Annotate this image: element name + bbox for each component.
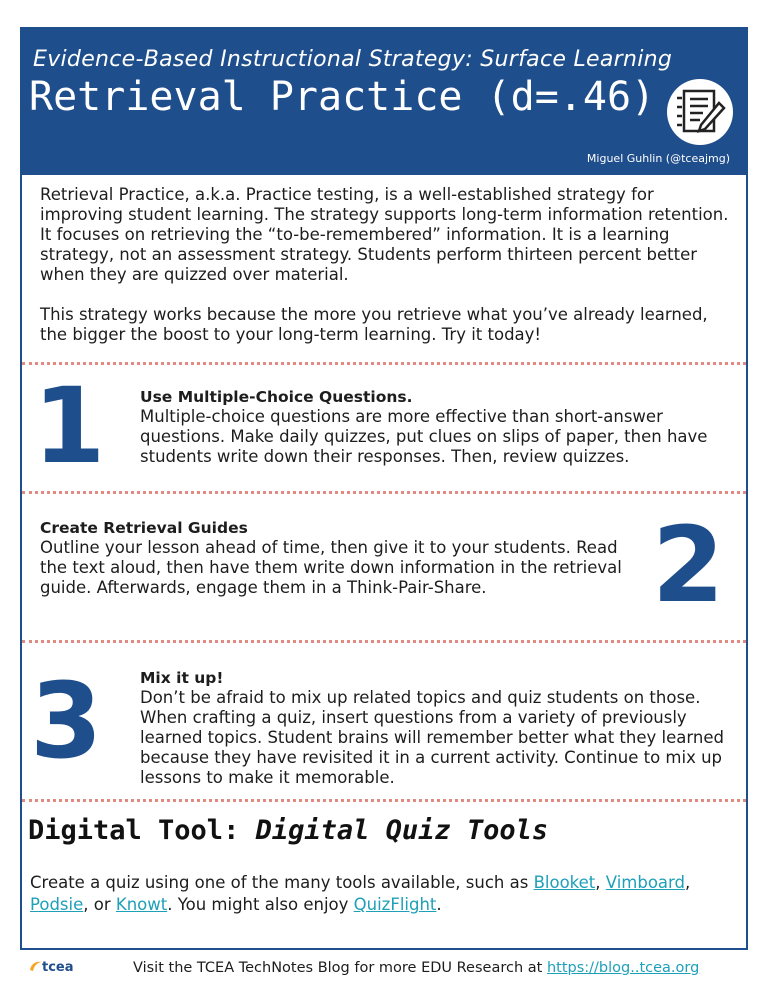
page-title: Retrieval Practice (d=.46)	[29, 74, 656, 120]
author-credit: Miguel Guhlin (@tceajmg)	[586, 152, 730, 165]
digital-tool-text: Create a quiz using one of the many tools available, such as Blooket, Vimboard, Podsie, or Knowt. You might also enjoy QuizFlight.	[30, 873, 691, 914]
link-vimboard[interactable]: Vimboard	[605, 873, 685, 892]
step-2-heading: Create Retrieval Guides	[40, 519, 248, 537]
intro-paragraph-2: This strategy works because the more you retrieve what you’ve already learned, the bigger the boost to your long-term learning. Try it today!	[40, 305, 708, 344]
footer	[0, 955, 768, 983]
intro-paragraph-1: Retrieval Practice, a.k.a. Practice testing, is a well-established strategy for improving student learning. The strategy supports long-term information retention. It focuses on retrieving the “to-be-remembered” information. It is a learning strategy, not an assessment strategy. Students perform thirteen percent better when they are quizzed over material.	[40, 185, 729, 284]
digital-tool-name: Digital Quiz Tools	[255, 815, 549, 846]
divider	[22, 640, 746, 643]
digital-tool-label: Digital Tool:	[28, 815, 240, 846]
checklist-icon	[667, 79, 733, 145]
link-podsie[interactable]: Podsie	[30, 895, 84, 914]
step-3-body: Don’t be afraid to mix up related topics and quiz students on those. When crafting a quiz, insert questions from a variety of previously learned topics. Student brains will remember better what they learned because they have revisited it in a current activity. Continue to mix up lessons to make it memorable.	[140, 688, 724, 787]
step-2	[40, 518, 630, 598]
step-1-heading: Use Multiple-Choice Questions.	[140, 388, 413, 406]
header-subtitle: Evidence-Based Instructional Strategy: Surface Learning	[33, 47, 673, 72]
swoosh-icon	[28, 959, 42, 973]
footer-message: Visit the TCEA TechNotes Blog for more EDU Research at	[133, 960, 543, 976]
tcea-logo[interactable]	[28, 959, 74, 975]
blog-link[interactable]: https://blog..tcea.org	[546, 960, 700, 976]
step-1-body: Multiple-choice questions are more effective than short-answer questions. Make daily quizzes, put clues on slips of paper, then have students write down their responses. Then, review quizzes.	[140, 407, 708, 466]
link-blooket[interactable]: Blooket	[533, 873, 596, 892]
link-knowt[interactable]: Knowt	[115, 895, 168, 914]
divider	[22, 362, 746, 365]
header-banner	[20, 27, 748, 175]
digital-text-intro: Create a quiz using one of the many tools available, such as	[30, 873, 529, 892]
step-1-number: 1	[33, 365, 106, 487]
footer-text	[133, 960, 699, 976]
step-3	[140, 668, 730, 788]
digital-tool-heading	[28, 815, 548, 846]
logo-text: tcea	[42, 960, 74, 975]
digital-text-more: You might also enjoy	[177, 895, 349, 914]
step-3-number: 3	[30, 660, 103, 782]
divider	[22, 799, 746, 802]
step-2-body: Outline your lesson ahead of time, then give it to your students. Read the text aloud, then have them write down information in the retrieval guide. Afterwards, engage them in a Think-Pair-Share.	[40, 538, 622, 597]
divider	[22, 491, 746, 494]
step-2-number: 2	[652, 504, 725, 626]
step-1	[140, 387, 730, 467]
intro-section	[40, 185, 730, 365]
link-quizflight[interactable]: QuizFlight	[353, 895, 437, 914]
step-3-heading: Mix it up!	[140, 669, 224, 687]
